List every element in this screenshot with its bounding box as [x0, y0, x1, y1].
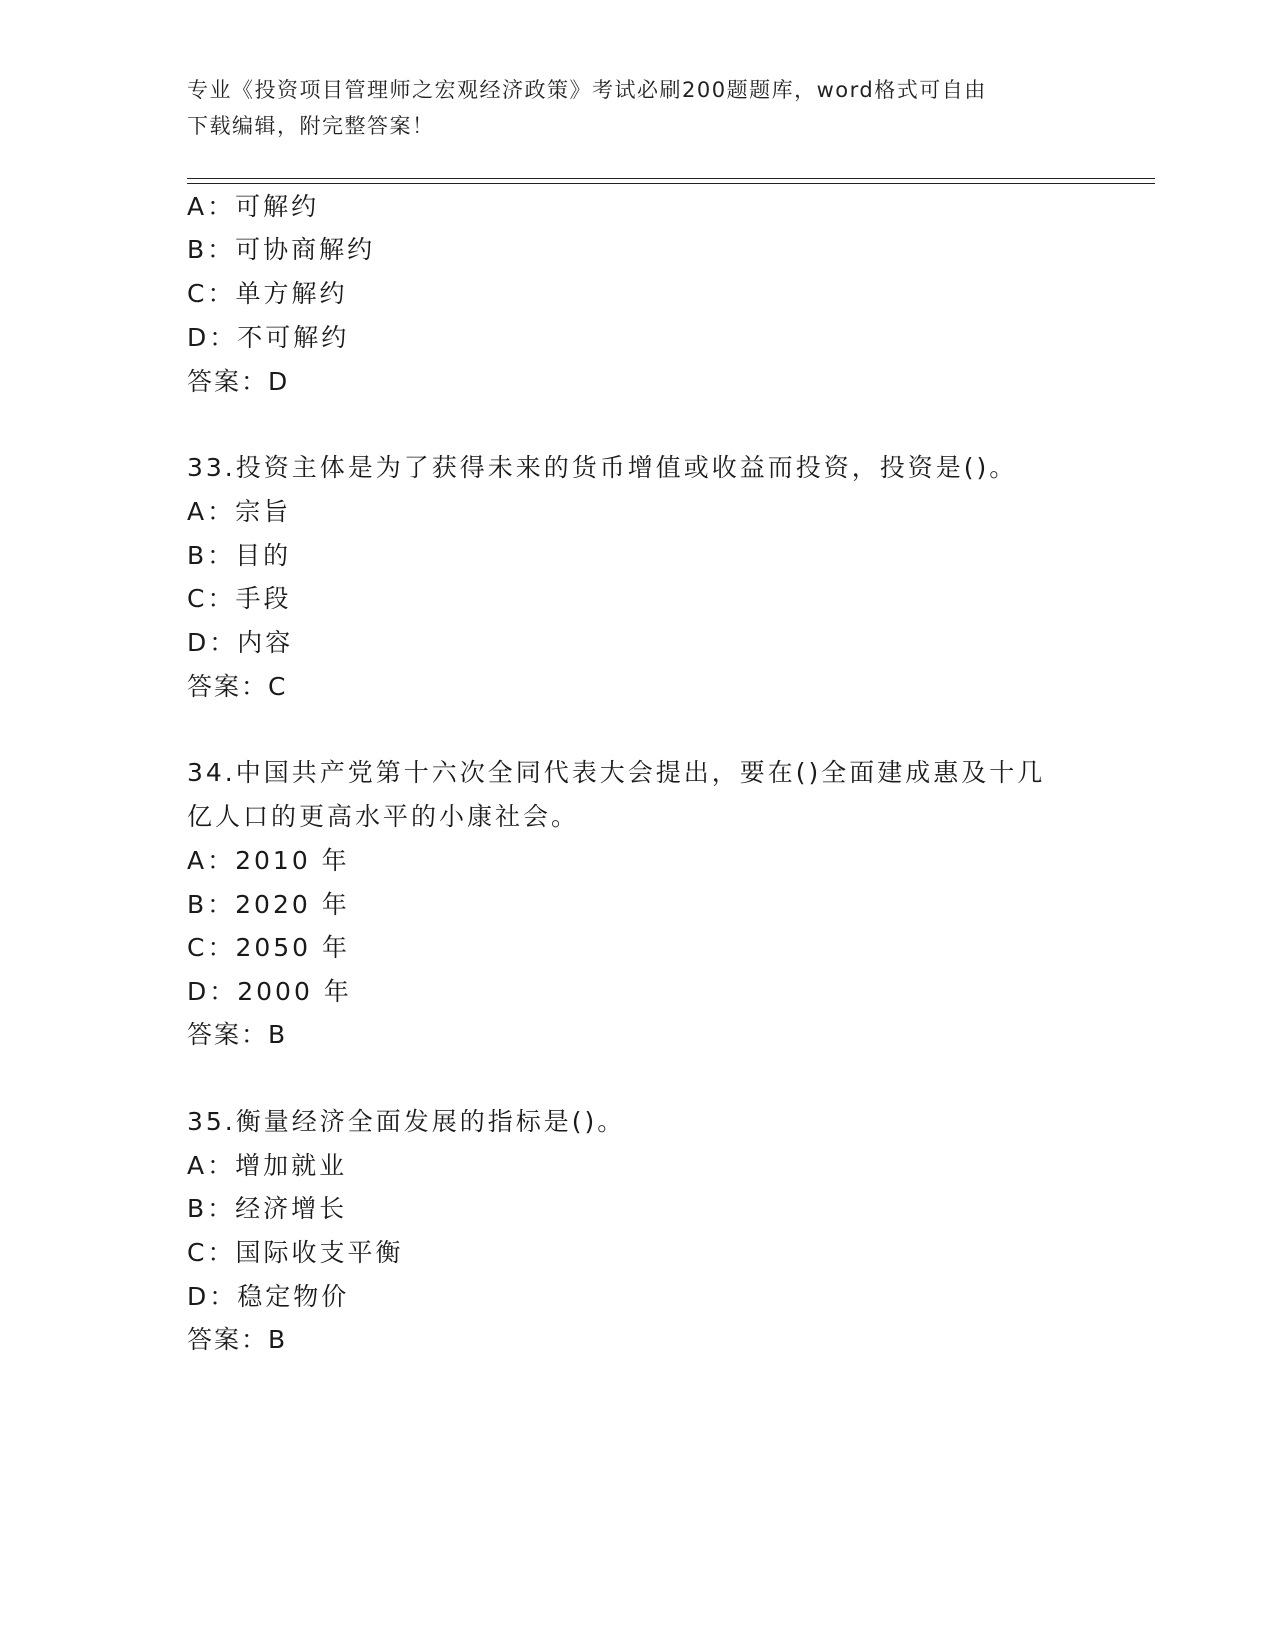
- q33-answer: 答案：C: [187, 672, 288, 701]
- header-divider-bottom: [187, 183, 1155, 184]
- q35-option-d: D：稳定物价: [187, 1282, 350, 1311]
- header-line-2: 下载编辑，附完整答案！: [187, 114, 435, 138]
- q33-stem: 33.投资主体是为了获得未来的货币增值或收益而投资，投资是()。: [187, 453, 1018, 482]
- q35-option-b: B：经济增长: [187, 1194, 348, 1223]
- q35-option-c: C：国际收支平衡: [187, 1238, 404, 1267]
- q35-answer: 答案：B: [187, 1325, 288, 1354]
- q35-option-a: A：增加就业: [187, 1151, 348, 1180]
- q33-option-d: D：内容: [187, 628, 294, 657]
- q34-option-c: C：2050 年: [187, 933, 351, 962]
- q33-option-c: C：手段: [187, 584, 292, 613]
- q32-option-a: A：可解约: [187, 192, 320, 221]
- q34-option-a: A：2010 年: [187, 846, 350, 875]
- q34-option-b: B：2020 年: [187, 890, 350, 919]
- q34-answer: 答案：B: [187, 1020, 288, 1049]
- header-line-1: 专业《投资项目管理师之宏观经济政策》考试必刷200题题库，word格式可自由: [187, 78, 987, 102]
- q32-option-c: C：单方解约: [187, 279, 348, 308]
- q35-stem: 35.衡量经济全面发展的指标是()。: [187, 1107, 626, 1136]
- header-divider-top: [187, 178, 1155, 179]
- q34-stem-line-2: 亿人口的更高水平的小康社会。: [187, 802, 580, 831]
- q34-stem-line-1: 34.中国共产党第十六次全同代表大会提出，要在()全面建成惠及十几: [187, 758, 1046, 787]
- q34-option-d: D：2000 年: [187, 977, 352, 1006]
- q33-option-b: B：目的: [187, 541, 292, 570]
- q33-option-a: A：宗旨: [187, 497, 292, 526]
- q32-answer: 答案：D: [187, 367, 290, 396]
- q32-option-d: D：不可解约: [187, 323, 350, 352]
- document-header: [187, 72, 1077, 144]
- q32-option-b: B：可协商解约: [187, 235, 376, 264]
